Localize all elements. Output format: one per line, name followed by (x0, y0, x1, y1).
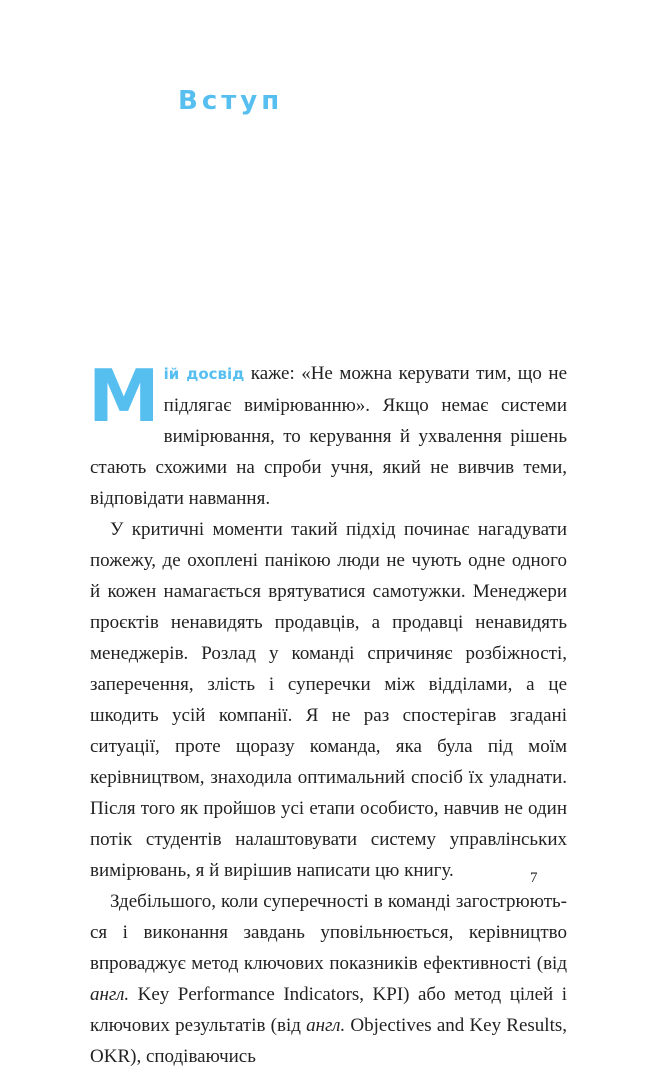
chapter-title: Вступ (178, 86, 284, 116)
paragraph-3 (90, 886, 567, 1072)
abbreviation-english-1: англ. (90, 984, 130, 1005)
lead-in-text: ій досвід (163, 365, 245, 383)
paragraph-1 (88, 354, 568, 514)
paragraph-1-text: каже: «Не можна керувати тим, що не підлягає вимірюванню». Якщо немає системи вимірювання, то керування й ухвалення рішень стають схожими на спроби учня, який не вивчив теми, відповідати навмання. (90, 363, 568, 509)
paragraph-3-text-b: Key Performance Indicators, KPI) або метод цілей і ключових результатів (від (90, 984, 567, 1036)
paragraph-3-text-a: Здебільшого, коли суперечності в команді загострюються і виконання завдань уповільнюється, керівництво впроваджує метод ключових показників ефективності (від (90, 891, 567, 974)
page-number: 7 (530, 870, 538, 886)
drop-cap: М (88, 354, 160, 438)
body-text (88, 354, 568, 1072)
paragraph-2: У критичні моменти такий підхід починає нагадувати пожежу, де охоплені панікою люди не чують одне одного й кожен намагається врятуватися самотужки. Менеджери проєктів ненавидять продавців, а продавці ненавидять менеджерів. Розлад у команді спричиняє розбіжності, заперечення, злість і суперечки між відділами, а це шкодить усій компанії. Я не раз спостерігав згадані ситуації, проте щоразу команда, яка була під моїм керівництвом, знаходила оптимальний спосіб їх уладнати. Після того як пройшов усі етапи особисто, навчив не один потік студентів налаштовувати систему управлінських вимірювань, я й вирішив написати цю книгу. (90, 519, 567, 881)
paragraph-3-text-c: Objectives and Key Results, OKR), сподіваючись (90, 1015, 567, 1067)
abbreviation-english-2: англ. (306, 1015, 346, 1036)
